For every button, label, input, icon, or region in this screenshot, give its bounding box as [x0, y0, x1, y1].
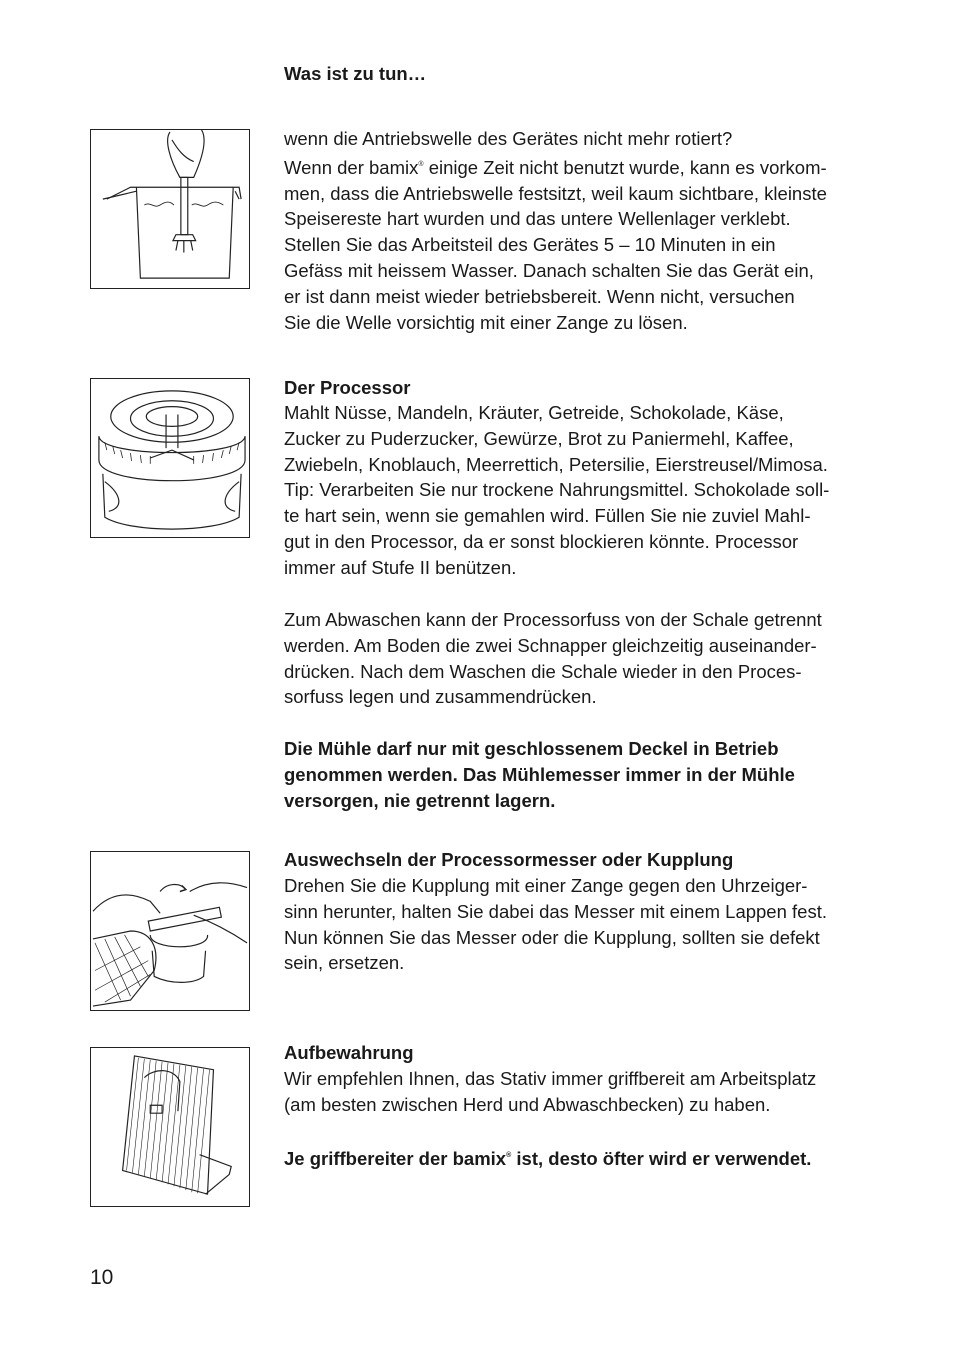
text-line: sorfuss legen und zusammendrücken.	[284, 686, 597, 708]
text-line: drücken. Nach dem Waschen die Schale wieder in den Proces-	[284, 660, 802, 682]
figure-storage-stand	[90, 1047, 250, 1207]
text-line: sinn herunter, halten Sie dabei das Messer mit einem Lappen fest.	[284, 900, 827, 922]
text-line: Sie die Welle vorsichtig mit einer Zange zu lösen.	[284, 311, 688, 333]
section4-text	[284, 1066, 884, 1118]
text-fragment: Je griffbereiter der bamix	[284, 1148, 507, 1169]
text-line: Stellen Sie das Arbeitsteil des Gerätes 5 – 10 Minuten in ein	[284, 234, 776, 256]
text-line: Mahlt Nüsse, Mandeln, Kräuter, Getreide, Schokolade, Käse,	[284, 402, 784, 423]
text-fragment: Wenn der bamix	[284, 156, 419, 178]
text-line: Zucker zu Puderzucker, Gewürze, Brot zu Paniermehl, Kaffee,	[284, 427, 794, 449]
text-fragment: ist, desto öfter wird er verwendet.	[511, 1148, 812, 1169]
section2-warning	[284, 736, 884, 813]
text-line: Gefäss mit heissem Wasser. Danach schalten Sie das Gerät ein,	[284, 259, 814, 281]
section1-text	[284, 126, 884, 335]
replace-blade-illustration	[91, 852, 249, 1010]
figure-blender-in-water	[90, 129, 250, 289]
section3-text	[284, 873, 884, 976]
section2-text	[284, 400, 884, 581]
text-line: (am besten zwischen Herd und Abwaschbecken) zu haben.	[284, 1093, 771, 1115]
text-line: Die Mühle darf nur mit geschlossenem Deckel in Betrieb	[284, 738, 779, 759]
text-line: Tip: Verarbeiten Sie nur trockene Nahrungsmittel. Schokolade soll-	[284, 479, 830, 501]
figure-processor	[90, 378, 250, 538]
text-line: te hart sein, wenn sie gemahlen wird. Füllen Sie nie zuviel Mahl-	[284, 505, 811, 527]
text-line: versorgen, nie getrennt lagern.	[284, 789, 556, 811]
text-line: gut in den Processor, da er sonst blockieren könnte. Processor	[284, 530, 799, 552]
text-line: werden. Am Boden die zwei Schnapper gleichzeitig auseinander-	[284, 634, 817, 656]
text-line: er ist dann meist wieder betriebsbereit. Wenn nicht, versuchen	[284, 285, 795, 307]
text-line: immer auf Stufe II benützen.	[284, 556, 517, 578]
text-line: Wir empfehlen Ihnen, das Stativ immer griffbereit am Arbeitsplatz	[284, 1068, 817, 1089]
registered-mark: ®	[418, 160, 424, 168]
section3-title: Auswechseln der Processormesser oder Kupplung	[284, 849, 734, 870]
text-line: Zum Abwaschen kann der Processorfuss von der Schale getrennt	[284, 609, 822, 630]
processor-illustration	[91, 379, 249, 537]
text-line	[284, 1143, 884, 1172]
text-fragment: einige Zeit nicht benutzt wurde, kann es vorkom-	[428, 156, 827, 178]
text-line: Nun können Sie das Messer oder die Kupplung, sollten sie defekt	[284, 926, 820, 948]
section2-title: Der Processor	[284, 377, 411, 398]
storage-stand-illustration	[91, 1048, 249, 1206]
figure-replace-blade	[90, 851, 250, 1011]
text-line: Speisereste hart wurden und das untere Wellenlager verklebt.	[284, 208, 791, 230]
blender-in-water-illustration	[91, 130, 249, 288]
text-line: Drehen Sie die Kupplung mit einer Zange gegen den Uhrzeiger-	[284, 875, 808, 896]
section4-title: Aufbewahrung	[284, 1042, 414, 1063]
text-line: wenn die Antriebswelle des Gerätes nicht mehr rotiert?	[284, 128, 733, 149]
text-line	[284, 152, 884, 181]
text-line: sein, ersetzen.	[284, 952, 405, 974]
text-line: men, dass die Antriebswelle festsitzt, weil kaum sichtbare, kleinste	[284, 182, 827, 204]
text-line: Zwiebeln, Knoblauch, Meerrettich, Petersilie, Eierstreusel/Mimosa.	[284, 453, 828, 475]
text-line: genommen werden. Das Mühlemesser immer in der Mühle	[284, 763, 795, 785]
section2-cleaning-text	[284, 607, 884, 710]
page-heading: Was ist zu tun…	[284, 63, 427, 84]
section4-closing	[284, 1143, 884, 1172]
registered-mark: ®	[506, 1152, 512, 1159]
page-number: 10	[90, 1266, 114, 1289]
